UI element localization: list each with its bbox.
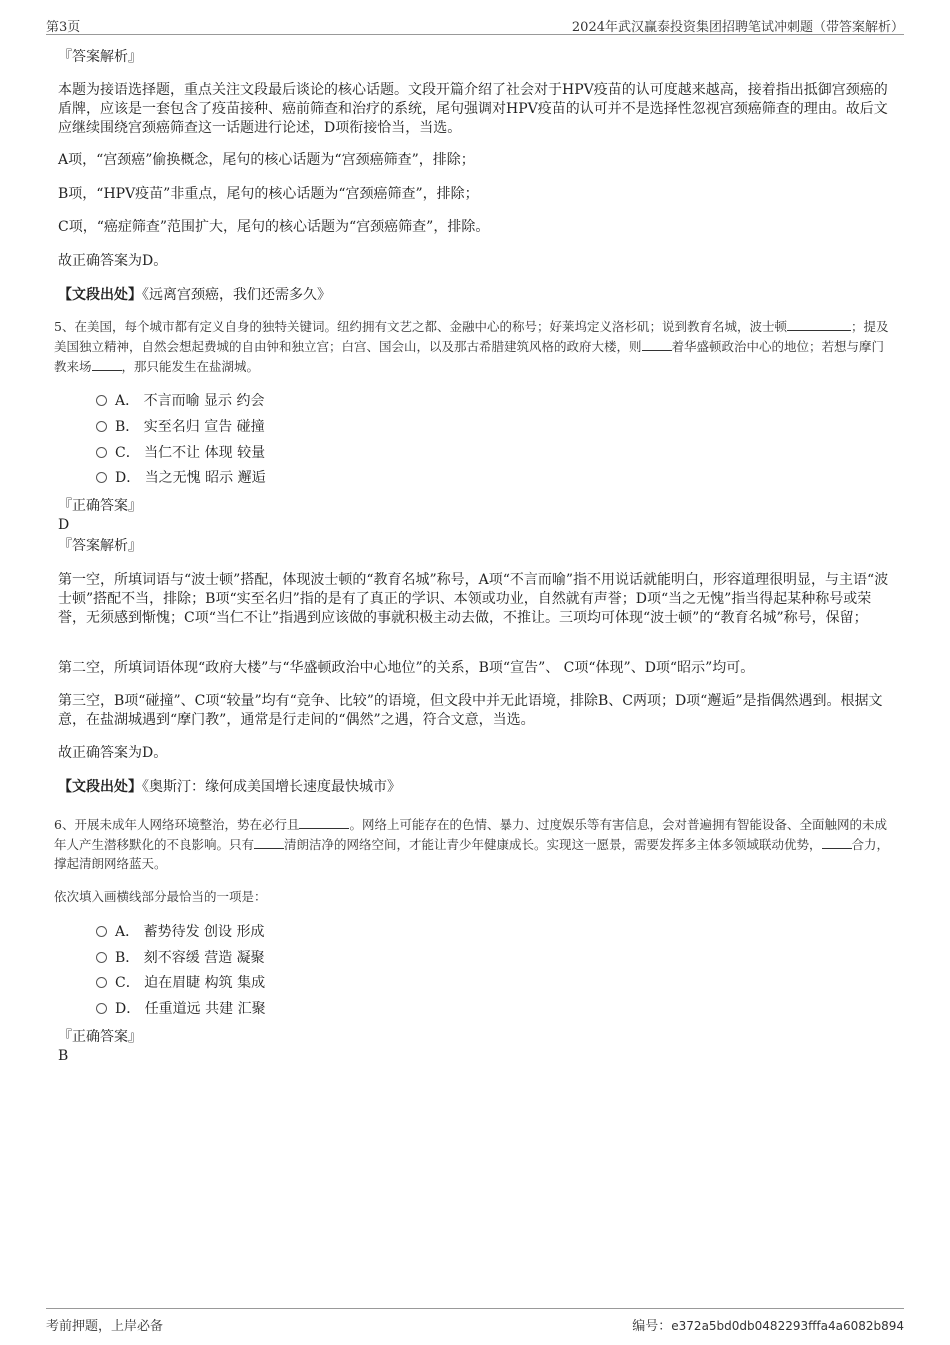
blank-2	[642, 336, 672, 351]
blank-1	[787, 316, 851, 331]
option-text: 蓄势待发 创设 形成	[143, 924, 265, 940]
page-footer	[46, 1308, 904, 1333]
footer-id	[632, 1315, 904, 1334]
id-label: 编号：	[632, 1319, 672, 1334]
document-title: 2024年武汉赢泰投资集团招聘笔试冲刺题（带答案解析）	[571, 20, 904, 35]
stem-text: ，那只能发生在盐湖城。	[121, 359, 260, 374]
option-letter: A	[115, 393, 126, 409]
q5-analysis-para3: 第三空，B项“碰撞”、C项“较量”均有“竞争、比较”的语境，但文段中并无此语境，排除B、C两项；D项“邂逅”是指偶然遇到。根据文意，在盐湖城遇到“摩门教”，通常是行走间的“偶然”之遇，符合文意，当选。	[58, 693, 883, 728]
q5-analysis-para1: 第一空，所填词语与“波士顿”搭配，体现波士顿的“教育名城”称号，A项“不言而喻”指不用说话就能明白，形容道理很明显，与主语“波士顿”搭配不当，排除；B项“实至名归”指的是有了真正的学识、本领或功业，自然就有声誉；D项“当之无愧”指当得起某种称号或荣誉，无须感到惭愧；C项“当仁不让”指遇到应该做的事就积极主动去做，不推让。三项均可体现“波士顿”的“教育名城”称号，保留；	[58, 572, 889, 626]
option-text: 不言而喻 显示 约会	[143, 393, 265, 409]
radio-icon[interactable]	[96, 1003, 107, 1014]
option-letter: A	[115, 924, 126, 940]
q6-stem	[54, 814, 896, 873]
option-text: 刻不容缓 营造 凝聚	[143, 950, 265, 966]
q6-instruction: 依次填入画横线部分最恰当的一项是：	[54, 889, 267, 904]
option-text: 当之无愧 昭示 邂逅	[144, 470, 266, 486]
id-code: e372a5bd0db0482293fffa4a6082b894	[671, 1319, 904, 1333]
option-letter: D	[115, 470, 127, 486]
q6-answer-label: 『正确答案』	[58, 1029, 142, 1045]
q6-option-c[interactable]: C． 迫在眉睫 构筑 集成	[96, 973, 265, 993]
radio-icon[interactable]	[96, 977, 107, 988]
option-letter: D	[115, 1001, 127, 1017]
page-number: 第3页	[46, 20, 81, 35]
stem-text: 。网络上可能存在的色情、暴力、过度娱乐等有害信息，会对普遍拥有智能设备、全面触网的未成年人产生潜移默化的不良影响。只有	[54, 817, 887, 852]
q5-option-a[interactable]: A． 不言而喻 显示 约会	[96, 391, 264, 411]
q4-source	[58, 286, 894, 305]
stem-text: ；提及美国独立精神，自然会想起费城的自由钟和独立宫；白宫、国会山，以及那古希腊建筑风格的政府大楼，则	[54, 319, 889, 354]
option-letter: B	[115, 950, 126, 966]
q5-option-c[interactable]: C． 当仁不让 体现 较量	[96, 443, 265, 463]
option-letter: B	[115, 419, 126, 435]
q5-answer-label: 『正确答案』	[58, 498, 142, 514]
q6-answer: B	[58, 1048, 69, 1064]
radio-icon[interactable]	[96, 952, 107, 963]
option-letter: C	[115, 975, 126, 991]
q6-option-b[interactable]: B． 刻不容缓 营造 凝聚	[96, 948, 265, 968]
q4-analysis-text: 本题为接语选择题，重点关注文段最后谈论的核心话题。文段开篇介绍了社会对于HPV疫苗的认可度越来越高，接着指出抵御宫颈癌的盾牌，应该是一套包含了疫苗接种、癌前筛查和治疗的系统，尾句强调对HPV疫苗的认可并不是选择性忽视宫颈癌筛查的理由。故后文应继续围绕宫颈癌筛查这一话题进行论述，D项衔接恰当，当选。	[58, 82, 888, 136]
q5-option-d[interactable]: D． 当之无愧 昭示 邂逅	[96, 468, 266, 488]
radio-icon[interactable]	[96, 472, 107, 483]
q6-option-d[interactable]: D． 任重道远 共建 汇聚	[96, 999, 266, 1019]
stem-text: 5、在美国，每个城市都有定义自身的独特关键词。纽约拥有文艺之都、金融中心的称号；好莱坞定义洛杉矶；说到教育名城，波士顿	[54, 319, 787, 334]
q5-source	[58, 778, 894, 797]
radio-icon[interactable]	[96, 447, 107, 458]
source-title: 《奥斯汀：缘何成美国增长速度最快城市》	[142, 779, 401, 795]
source-label: 【文段出处】	[58, 779, 142, 795]
q5-analysis-para2: 第二空，所填词语体现“政府大楼”与“华盛顿政治中心地位”的关系，B项“宣告”、 C项“体现”、D项“昭示”均可。	[58, 660, 755, 676]
stem-text: 合力，撑起清朗网络蓝天。	[54, 837, 890, 871]
q5-answer: D	[58, 517, 70, 533]
q4-conclusion: 故正确答案为D。	[58, 253, 168, 269]
q4-analysis-label: 『答案解析』	[58, 49, 142, 65]
stem-text: 清朗洁净的网络空间，才能让青少年健康成长。实现这一愿景，需要发挥多主体多领域联动优势，	[284, 837, 822, 852]
blank-1	[299, 814, 349, 829]
q5-conclusion: 故正确答案为D。	[58, 745, 168, 761]
q6-option-a[interactable]: A． 蓄势待发 创设 形成	[96, 922, 264, 942]
option-text: 实至名归 宣告 碰撞	[143, 419, 265, 435]
stem-text: 着华盛顿政治中心的地位；若想与摩门教来场	[54, 339, 885, 374]
q5-analysis-label: 『答案解析』	[58, 538, 142, 554]
radio-icon[interactable]	[96, 421, 107, 432]
q4-item-b: B项，“HPV疫苗”非重点，尾句的核心话题为“宫颈癌筛查”，排除；	[58, 186, 479, 202]
footer-slogan: 考前押题，上岸必备	[46, 1319, 164, 1334]
option-text: 迫在眉睫 构筑 集成	[144, 975, 266, 991]
q5-option-b[interactable]: B． 实至名归 宣告 碰撞	[96, 417, 265, 437]
blank-3	[92, 356, 122, 371]
option-text: 当仁不让 体现 较量	[144, 445, 266, 461]
option-text: 任重道远 共建 汇聚	[144, 1001, 266, 1017]
source-label: 【文段出处】	[58, 287, 142, 303]
blank-2	[254, 834, 284, 849]
source-title: 《远离宫颈癌，我们还需多久》	[142, 287, 331, 303]
option-letter: C	[115, 445, 126, 461]
q5-stem	[54, 316, 896, 376]
page-header	[46, 14, 904, 35]
q4-item-c: C项，“癌症筛查”范围扩大，尾句的核心话题为“宫颈癌筛查”，排除。	[58, 219, 490, 235]
q4-item-a: A项，“宫颈癌”偷换概念，尾句的核心话题为“宫颈癌筛查”，排除；	[58, 152, 475, 168]
blank-3	[822, 834, 852, 849]
stem-text: 6、开展未成年人网络环境整治，势在必行且	[54, 817, 300, 832]
radio-icon[interactable]	[96, 395, 107, 406]
radio-icon[interactable]	[96, 926, 107, 937]
